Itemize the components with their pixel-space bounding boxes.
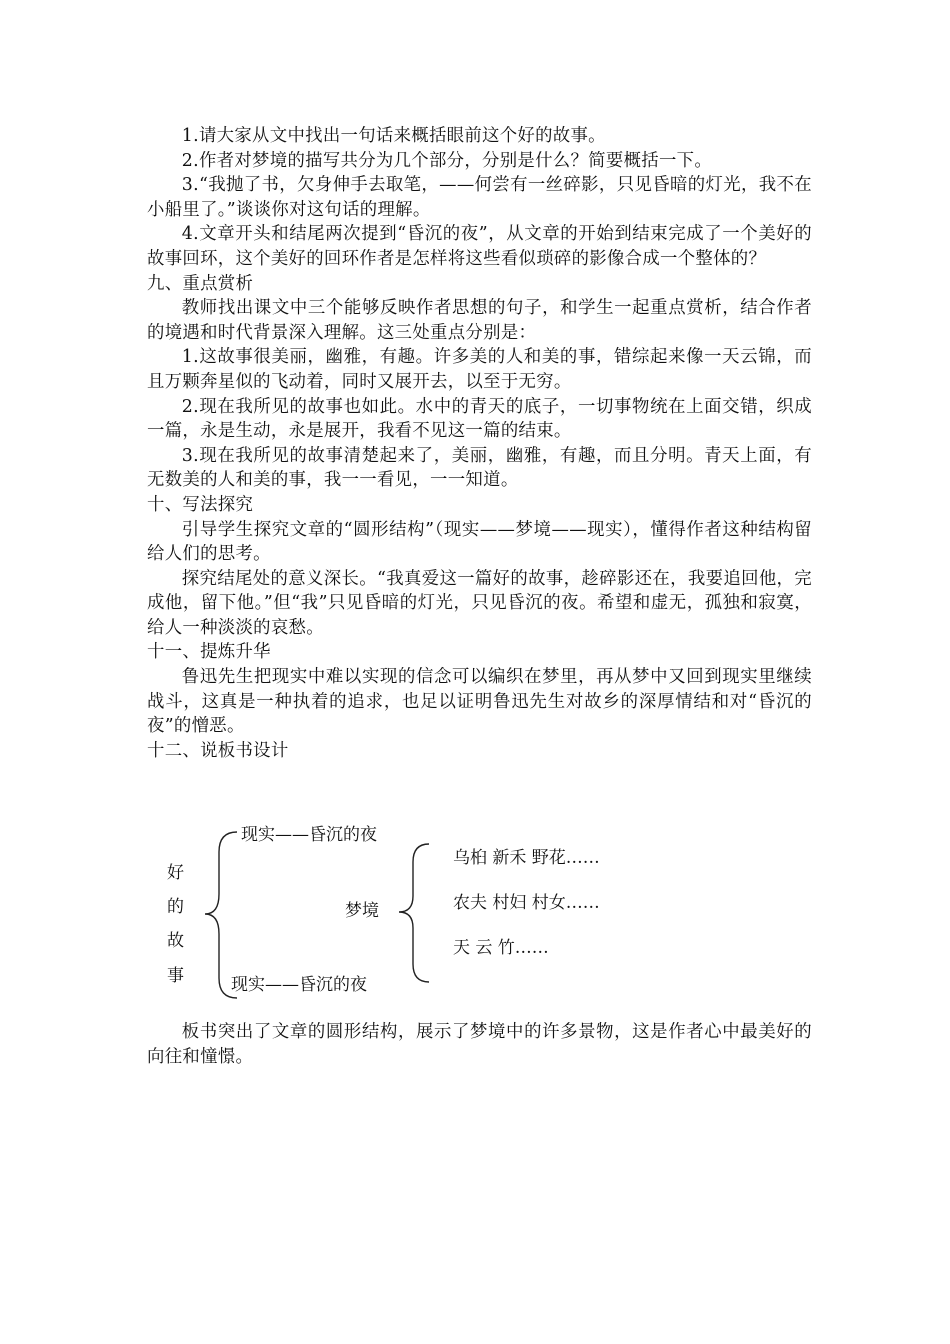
question-4: 4.文章开头和结尾两次提到“昏沉的夜”，从文章的开始到结束完成了一个美好的故事回环，这个美好的回环作者是怎样将这些看似琐碎的影像合成一个整体的？ (147, 224, 812, 269)
blackboard-design-diagram (147, 812, 812, 1012)
sublimation-paragraph: 鲁迅先生把现实中难以实现的信念可以编织在梦里，再从梦中又回到现实里继续战斗，这真是一种执着的追求，也足以证明鲁迅先生对故乡的深厚情结和对“昏沉的夜”的憎恶。 (147, 667, 812, 737)
board-reality-bottom: 现实——昏沉的夜 (231, 975, 367, 995)
closing-paragraph-wrap (147, 1020, 812, 1069)
board-title-char-3: 故 (167, 931, 184, 951)
board-dream: 梦境 (345, 901, 379, 921)
board-item-sky: 天 云 竹…… (453, 938, 549, 958)
board-title-char-1: 好 (167, 863, 184, 883)
analysis-point-1: 1.这故事很美丽，幽雅，有趣。许多美的人和美的事，错综起来像一天云锦，而且万颗奔星似的飞动着，同时又展开去，以至于无穷。 (147, 347, 812, 392)
section-heading-9: 九、重点赏析 (147, 273, 254, 294)
writing-paragraph-1: 引导学生探究文章的“圆形结构”（现实——梦境——现实），懂得作者这种结构留给人们的思考。 (147, 519, 812, 565)
board-title-char-4: 事 (167, 966, 184, 986)
analysis-point-3: 3.现在我所见的故事清楚起来了，美丽，幽雅，有趣，而且分明。青天上面，有无数美的人和美的事，我一一看见，一一知道。 (147, 445, 812, 491)
section-heading-10: 十、写法探究 (147, 494, 254, 515)
board-reality-top: 现实——昏沉的夜 (241, 825, 377, 845)
question-1: 1.请大家从文中找出一句话来概括眼前这个好的故事。 (181, 126, 606, 146)
analysis-intro: 教师找出课文中三个能够反映作者思想的句子，和学生一起重点赏析，结合作者的境遇和时代背景深入理解。这三处重点分别是： (147, 298, 812, 343)
analysis-point-2: 2.现在我所见的故事也如此。水中的青天的底子，一切事物统在上面交错，织成一篇，永是生动，永是展开，我看不见这一篇的结束。 (147, 396, 812, 442)
question-3: 3.“我抛了书，欠身伸手去取笔，——何尝有一丝碎影，只见昏暗的灯光，我不在小船里了。”谈谈你对这句话的理解。 (147, 175, 812, 220)
board-item-scenery: 乌桕 新禾 野花…… (453, 848, 600, 868)
section-heading-11: 十一、提炼升华 (147, 642, 271, 663)
section-heading-12: 十二、说板书设计 (147, 740, 289, 761)
writing-paragraph-2: 探究结尾处的意义深长。“我真爱这一篇好的故事，趁碎影还在，我要追回他，完成他，留下他。”但“我”只见昏暗的灯光，只见昏沉的夜。希望和虚无，孤独和寂寞，给人一种淡淡的哀愁。 (147, 568, 812, 638)
closing-paragraph: 板书突出了文章的圆形结构，展示了梦境中的许多景物，这是作者心中最美好的向往和憧憬。 (147, 1022, 812, 1067)
board-item-people: 农夫 村妇 村女…… (453, 893, 600, 913)
question-2: 2.作者对梦境的描写共分为几个部分，分别是什么？简要概括一下。 (181, 150, 713, 171)
document-body (147, 124, 812, 763)
board-title-char-2: 的 (167, 897, 184, 917)
right-brace (399, 844, 429, 982)
